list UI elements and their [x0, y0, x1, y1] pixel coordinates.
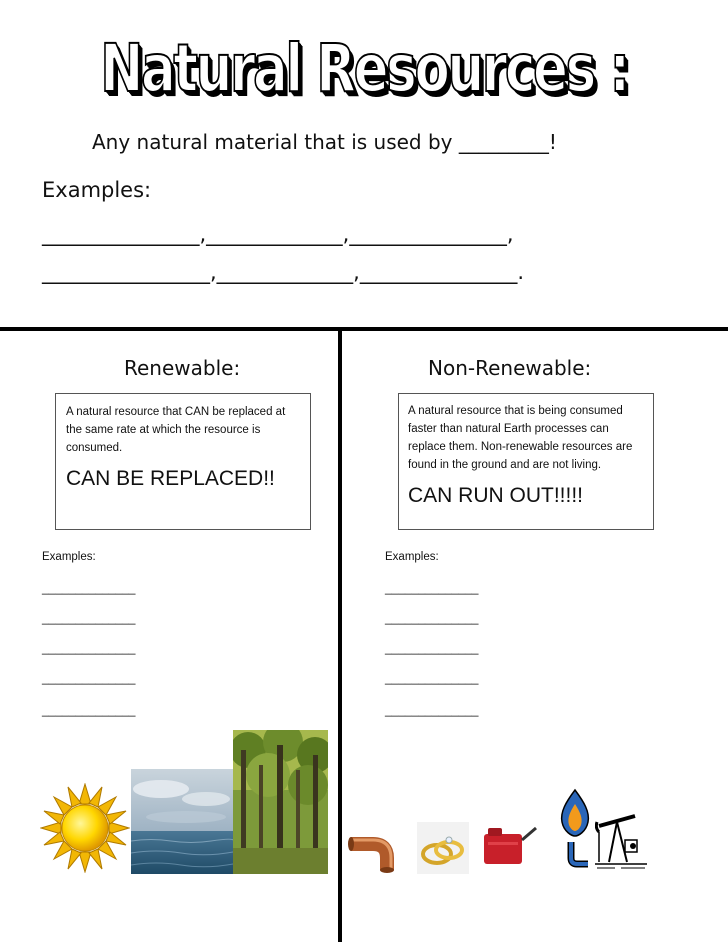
blank-line-1: _______________,_____________,_______________, — [42, 222, 514, 246]
vertical-divider — [338, 331, 342, 942]
non-renewable-definition-box — [398, 393, 654, 530]
non-renewable-example-line: ______________ — [385, 671, 479, 685]
sun-icon — [40, 783, 130, 873]
gold-ring-photo — [417, 822, 469, 874]
blank-line-2: ________________,_____________,_______________. — [42, 260, 525, 284]
gas-can-photo — [478, 820, 544, 870]
non-renewable-example-line: ______________ — [385, 703, 479, 717]
renewable-example-line: ______________ — [42, 671, 136, 685]
forest-photo — [233, 730, 328, 874]
oil-pump-icon — [595, 810, 647, 872]
renewable-definition-box — [55, 393, 311, 530]
non-renewable-example-line: ______________ — [385, 641, 479, 655]
renewable-example-line: ______________ — [42, 581, 136, 595]
non-renewable-emphasis: CAN RUN OUT!!!!! — [408, 484, 584, 507]
renewable-emphasis: CAN BE REPLACED!! — [66, 467, 275, 490]
renewable-example-line: ______________ — [42, 641, 136, 655]
non-renewable-heading: Non-Renewable: — [428, 356, 592, 380]
ocean-photo — [131, 769, 233, 874]
non-renewable-description: A natural resource that is being consumed faster than natural Earth processes can replace them. Non-renewable resources are found in the ground and are not living. — [408, 405, 633, 471]
renewable-description: A natural resource that CAN be replaced at the same rate at which the resource is consumed. — [66, 406, 286, 454]
examples-label: Examples: — [42, 178, 152, 202]
definition-text: Any natural material that is used by _________! — [92, 130, 557, 154]
non-renewable-example-line: ______________ — [385, 611, 479, 625]
gas-flame-icon — [558, 788, 592, 870]
page-title: Natural Resources : — [100, 30, 628, 107]
non-renewable-examples-label: Examples: — [385, 551, 439, 563]
horizontal-divider — [0, 327, 728, 331]
renewable-heading: Renewable: — [124, 356, 241, 380]
renewable-example-line: ______________ — [42, 611, 136, 625]
copper-pipe-photo — [343, 822, 406, 874]
non-renewable-example-line: ______________ — [385, 581, 479, 595]
renewable-examples-label: Examples: — [42, 551, 96, 563]
renewable-example-line: ______________ — [42, 703, 136, 717]
